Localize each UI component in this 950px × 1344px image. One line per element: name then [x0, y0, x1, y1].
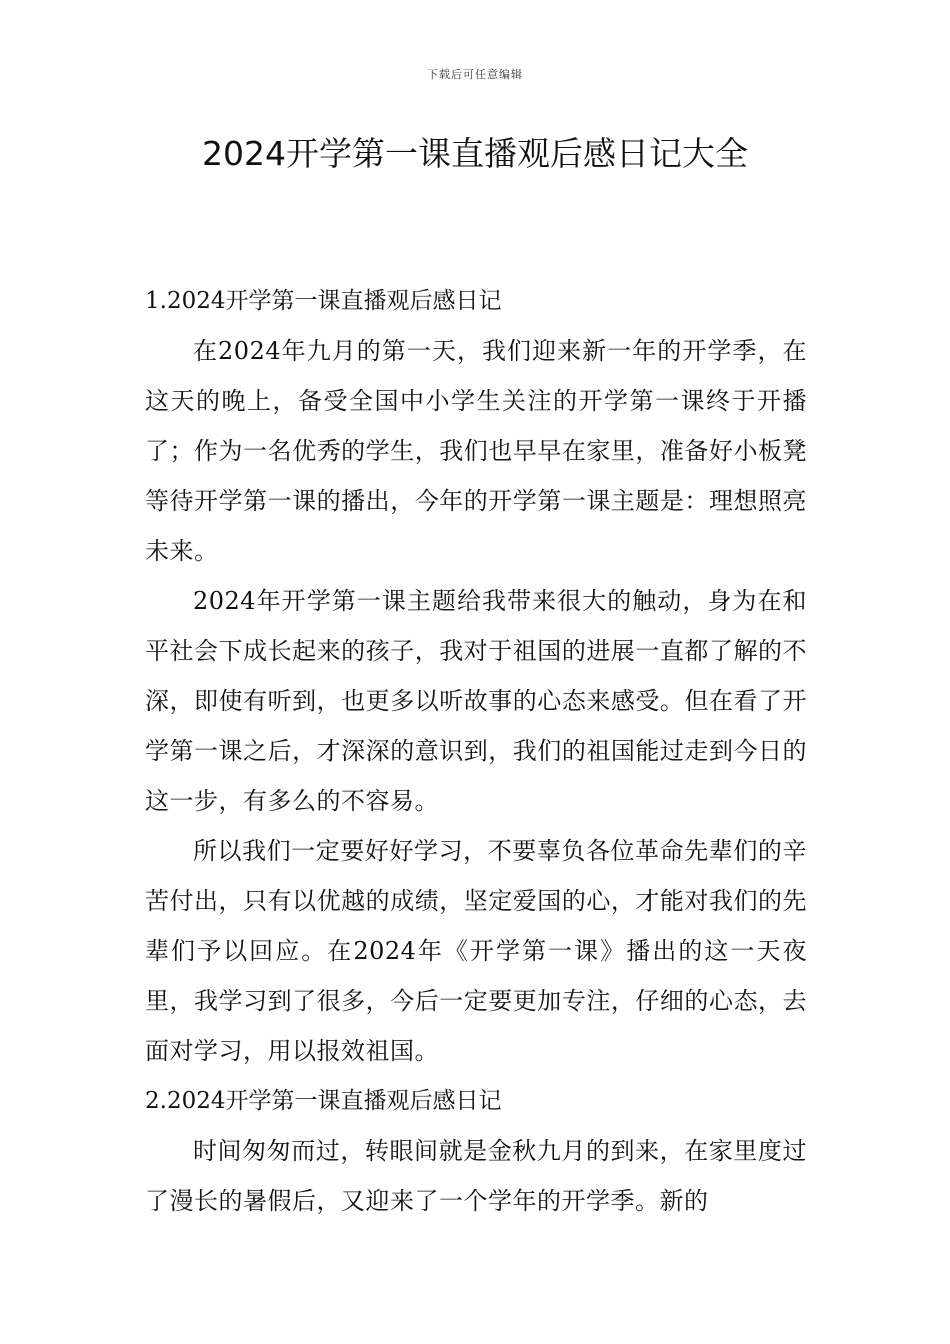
section-heading: 2.2024开学第一课直播观后感日记: [145, 1088, 502, 1114]
paragraph: 所以我们一定要好好学习，不要辜负各位革命先辈们的辛苦付出，只有以优越的成绩，坚定爱国的心，才能对我们的先辈们予以回应。在2024年《开学第一课》播出的这一天夜里，我学习到了很多，今后一定要更加专注，仔细的心态，去面对学习，用以报效祖国。: [145, 837, 807, 1065]
paragraph: 在2024年九月的第一天，我们迎来新一年的开学季，在这天的晚上，备受全国中小学生关注的开学第一课终于开播了；作为一名优秀的学生，我们也早早在家里，准备好小板凳等待开学第一课的播出，今年的开学第一课主题是：理想照亮未来。: [145, 337, 807, 565]
section-2: [145, 1076, 807, 1226]
paragraph: 2024年开学第一课主题给我带来很大的触动，身为在和平社会下成长起来的孩子，我对于祖国的进展一直都了解的不深，即使有听到，也更多以听故事的心态来感受。但在看了开学第一课之后，才深深的意识到，我们的祖国能过走到今日的这一步，有多么的不容易。: [145, 587, 807, 815]
section-1: [145, 276, 807, 1076]
document-body: [145, 276, 807, 1226]
section-heading: 1.2024开学第一课直播观后感日记: [145, 288, 502, 314]
header-note: 下载后可任意编辑: [427, 68, 523, 81]
paragraph: 时间匆匆而过，转眼间就是金秋九月的到来，在家里度过了漫长的暑假后，又迎来了一个学年的开学季。新的: [145, 1137, 807, 1215]
document-title: 2024开学第一课直播观后感日记大全: [202, 134, 748, 173]
